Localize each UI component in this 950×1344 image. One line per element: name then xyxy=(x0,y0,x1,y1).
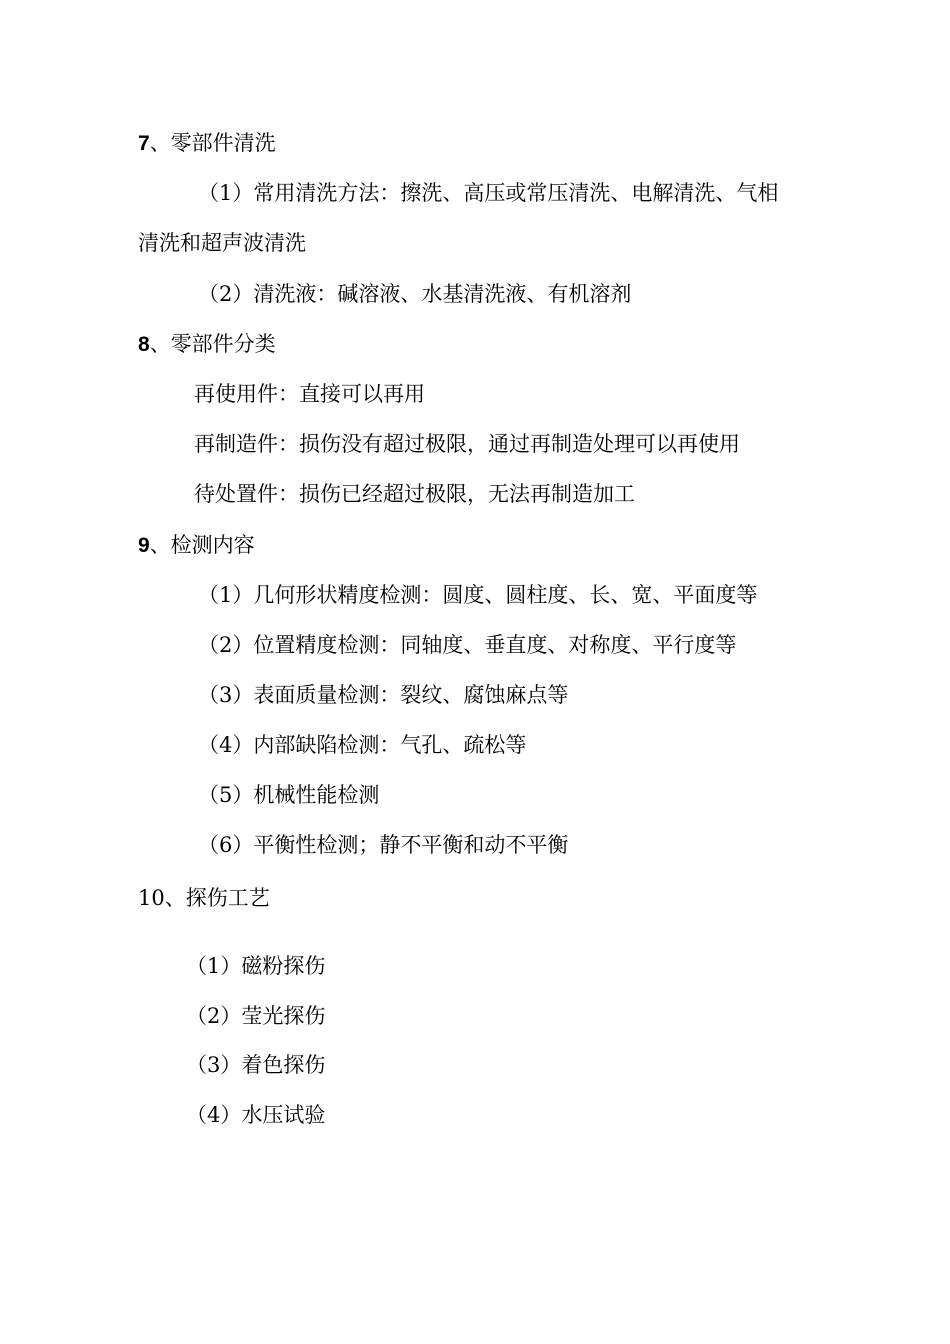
section-9-number: 9 xyxy=(138,534,150,557)
section-10-item-1: （1）磁粉探伤 xyxy=(186,954,326,978)
section-7-title: 、零部件清洗 xyxy=(149,131,276,155)
section-7-heading xyxy=(138,129,276,158)
section-8-item-2: 再制造件：损伤没有超过极限，通过再制造处理可以再使用 xyxy=(194,432,740,456)
section-9-item-5: （5）机械性能检测 xyxy=(198,783,380,807)
section-7-item-1: （1）常用清洗方法：擦洗、高压或常压清洗、电解清洗、气相 xyxy=(198,181,779,205)
section-7-item-2: （2）清洗液：碱溶液、水基清洗液、有机溶剂 xyxy=(198,282,632,306)
section-8-title: 、零部件分类 xyxy=(149,332,276,356)
section-9-item-6: （6）平衡性检测；静不平衡和动不平衡 xyxy=(198,833,569,857)
section-8-item-3: 待处置件：损伤已经超过极限，无法再制造加工 xyxy=(194,482,635,506)
section-9-title: 、检测内容 xyxy=(149,533,255,557)
section-9-item-4: （4）内部缺陷检测：气孔、疏松等 xyxy=(198,733,527,757)
section-7-number: 7 xyxy=(138,132,150,155)
section-10-item-2: （2）莹光探伤 xyxy=(186,1004,326,1028)
section-8-item-1: 再使用件：直接可以再用 xyxy=(194,382,425,406)
section-10-item-3: （3）着色探伤 xyxy=(186,1053,326,1077)
section-9-item-1: （1）几何形状精度检测：圆度、圆柱度、长、宽、平面度等 xyxy=(198,583,758,607)
section-8-heading xyxy=(138,330,276,359)
section-9-heading xyxy=(138,531,255,560)
section-9-item-3: （3）表面质量检测：裂纹、腐蚀麻点等 xyxy=(198,683,569,707)
section-10-item-4: （4）水压试验 xyxy=(186,1103,326,1127)
section-10-heading: 10、探伤工艺 xyxy=(138,886,270,910)
section-9-item-2: （2）位置精度检测：同轴度、垂直度、对称度、平行度等 xyxy=(198,633,737,657)
section-7-item-1-continued: 清洗和超声波清洗 xyxy=(138,231,306,255)
section-8-number: 8 xyxy=(138,333,150,356)
